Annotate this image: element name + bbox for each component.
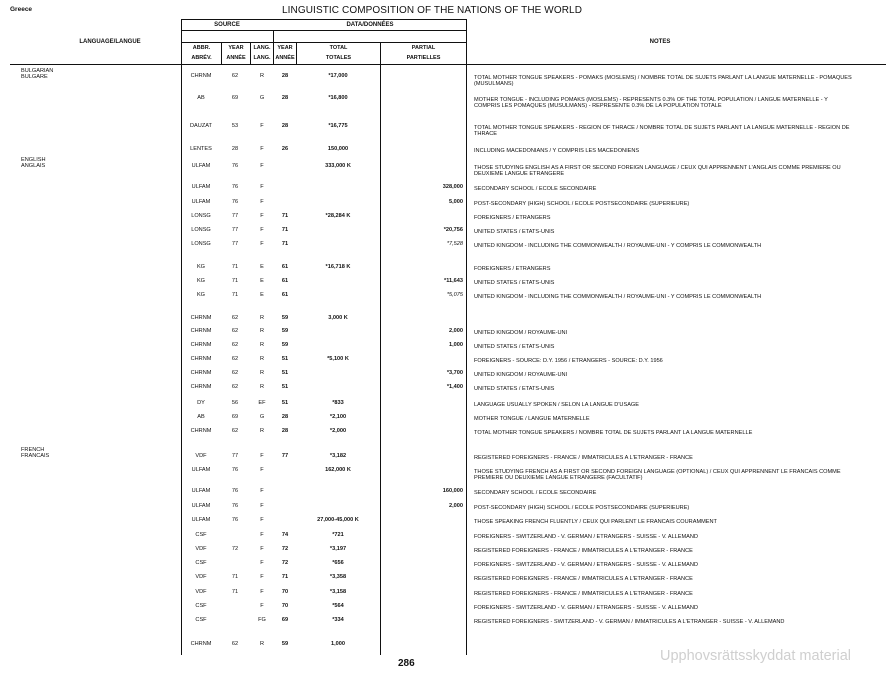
notes-text: UNITED KINGDOM / ROYAUME-UNI: [474, 372, 568, 378]
notes-text: REGISTERED FOREIGNERS - FRANCE / IMMATRICULES A L'ETRANGER - FRANCE: [474, 576, 693, 582]
notes-text: LANGUAGE USUALLY SPOKEN / SELON LA LANGUE D'USAGE: [474, 402, 640, 408]
source-language: F: [260, 488, 264, 494]
data-year: 61: [281, 292, 289, 298]
source-year: 77: [231, 213, 239, 219]
data-year: 74: [281, 532, 289, 538]
source-language: EF: [258, 400, 266, 406]
total-value: *3,158: [329, 589, 347, 595]
source-abbr: AB: [197, 414, 205, 420]
notes-text: SECONDARY SCHOOL / ECOLE SECONDAIRE: [474, 186, 597, 192]
data-year: 61: [281, 278, 289, 284]
source-year: 62: [231, 370, 239, 376]
total-value: 333,000 K: [325, 163, 351, 169]
source-abbr: VDF: [195, 546, 207, 552]
source-language: R: [259, 384, 265, 390]
source-language: R: [259, 328, 265, 334]
partial-value: 2,000: [449, 328, 463, 334]
source-abbr: ULFAM: [191, 163, 211, 169]
source-language: R: [259, 73, 265, 79]
data-year: 72: [281, 546, 289, 552]
source-abbr: DY: [197, 400, 205, 406]
source-year: 62: [231, 315, 239, 321]
source-year: 71: [231, 278, 239, 284]
notes-text: FOREIGNERS / ETRANGERS: [474, 215, 551, 221]
notes-text: UNITED STATES / ETATS-UNIS: [474, 386, 555, 392]
source-language: F: [260, 227, 264, 233]
notes-text: FOREIGNERS - SWITZERLAND - V. GERMAN / ETRANGERS - SUISSE - V. ALLEMAND: [474, 534, 698, 540]
notes-text: THOSE STUDYING FRENCH AS A FIRST OR SECOND FOREIGN LANGUAGE (OPTIONAL) / CEUX QUI APPRENNENT LE FRANCAIS COMME PREMIERE OU DEUXIEME LANGUE ETRANGERE (FACULTATIF): [474, 469, 841, 482]
partial-header: PARTIAL PARTIELLES: [406, 45, 441, 62]
data-year: 69: [281, 617, 289, 623]
source-year: 62: [231, 356, 239, 362]
partial-value: 1,000: [449, 342, 463, 348]
data-year: 51: [281, 400, 289, 406]
source-abbr: CHRNM: [190, 73, 212, 79]
total-value: 3,000 K: [328, 315, 348, 321]
notes-text: THOSE STUDYING ENGLISH AS A FIRST OR SECOND FOREIGN LANGUAGE / CEUX QUI APPRENNENT L'ANGLAIS COMME PREMIERE OU DEUXIEME LANGUE ETRANGERE: [474, 165, 841, 178]
total-value: *3,197: [329, 546, 347, 552]
source-language: R: [259, 356, 265, 362]
data-year: 51: [281, 384, 289, 390]
notes-text: UNITED STATES / ETATS-UNIS: [474, 229, 555, 235]
total-value: *656: [332, 560, 344, 566]
source-abbr: VDF: [195, 453, 207, 459]
source-language: F: [260, 589, 264, 595]
notes-text: REGISTERED FOREIGNERS - SWITZERLAND - V. GERMAN / IMMATRICULES A L'ETRANGER - SUISSE - V. ALLEMAND: [474, 619, 785, 625]
source-language: F: [260, 467, 264, 473]
source-abbr: CSF: [195, 560, 207, 566]
source-year: 28: [231, 146, 239, 152]
notes-text: TOTAL MOTHER TONGUE SPEAKERS - POMAKS (MOSLEMS) / NOMBRE TOTAL DE SUJETS PARLANT LA LANGUE MATERNELLE - POMAQUES (MUSULMANS): [474, 75, 852, 88]
notes-text: INCLUDING MACEDONIANS / Y COMPRIS LES MACEDONIENS: [474, 148, 640, 154]
partial-value: 160,000: [442, 488, 463, 494]
source-year: 77: [231, 227, 239, 233]
source-language: E: [260, 292, 264, 298]
source-abbr: CHRNM: [190, 641, 212, 647]
source-year: 62: [231, 328, 239, 334]
data-year: 72: [281, 560, 289, 566]
source-language: F: [260, 213, 264, 219]
partial-value: 5,000: [449, 199, 463, 205]
notes-text: UNITED KINGDOM - INCLUDING THE COMMONWEALTH / ROYAUME-UNI - Y COMPRIS LE COMMONWEALTH: [474, 243, 762, 249]
source-year: 77: [231, 453, 239, 459]
source-year: 69: [231, 414, 239, 420]
source-abbr: VDF: [195, 574, 207, 580]
source-year: 62: [231, 384, 239, 390]
source-abbr: LENTES: [190, 146, 212, 152]
partial-value: 2,000: [449, 503, 463, 509]
source-language: G: [259, 95, 265, 101]
source-year: 77: [231, 241, 239, 247]
source-year: 76: [231, 199, 239, 205]
data-year: 59: [281, 641, 289, 647]
source-abbr: DAUZAT: [190, 123, 212, 129]
notes-text: UNITED KINGDOM / ROYAUME-UNI: [474, 330, 568, 336]
source-column-header: SOURCE: [214, 22, 240, 28]
source-abbr: LONSG: [191, 213, 211, 219]
source-abbr: CSF: [195, 617, 207, 623]
data-year: 59: [281, 328, 289, 334]
source-language: F: [260, 453, 264, 459]
total-value: *721: [332, 532, 344, 538]
total-value: *16,718 K: [325, 264, 351, 270]
source-year: 71: [231, 574, 239, 580]
data-year: 28: [281, 123, 289, 129]
source-language: F: [260, 241, 264, 247]
total-value: 150,000: [327, 146, 349, 152]
data-column-header: DATA/DONNÉES: [346, 22, 394, 28]
source-abbr: ULFAM: [191, 488, 211, 494]
source-language: FG: [258, 617, 266, 623]
total-value: 27,000-45,000 K: [317, 517, 359, 523]
total-header: TOTAL TOTALES: [325, 45, 352, 62]
notes-text: FOREIGNERS - SWITZERLAND - V. GERMAN / ETRANGERS - SUISSE - V. ALLEMAND: [474, 605, 698, 611]
year-header: YEAR ANNÉE: [226, 45, 246, 62]
language-label-english: ENGLISH ANGLAIS: [21, 157, 46, 170]
source-year: 62: [231, 342, 239, 348]
source-year: 76: [231, 503, 239, 509]
notes-text: REGISTERED FOREIGNERS - FRANCE / IMMATRICULES A L'ETRANGER - FRANCE: [474, 591, 693, 597]
notes-text: MOTHER TONGUE / LANGUE MATERNELLE: [474, 416, 590, 422]
total-value: *16,800: [328, 95, 348, 101]
abbr-header: ABBR. ABRÉV.: [191, 45, 212, 62]
notes-text: TOTAL MOTHER TONGUE SPEAKERS - REGION OF THRACE / NOMBRE TOTAL DE SUJETS PARLANT LA LANGUE MATERNELLE - REGION DE THRACE: [474, 125, 850, 138]
source-abbr: CHRNM: [190, 384, 212, 390]
notes-text: POST-SECONDARY (HIGH) SCHOOL / ECOLE POSTSECONDAIRE (SUPERIEURE): [474, 505, 690, 511]
language-column-header: LANGUAGE/LANGUE: [79, 39, 141, 45]
data-year-header: YEAR ANNÉE: [275, 45, 295, 62]
data-year: 71: [281, 574, 289, 580]
source-abbr: CHRNM: [190, 356, 212, 362]
source-abbr: LONSG: [191, 241, 211, 247]
source-abbr: ULFAM: [191, 184, 211, 190]
data-year: 70: [281, 603, 289, 609]
source-abbr: CSF: [195, 532, 207, 538]
partial-value: *3,700: [446, 370, 463, 376]
source-year: 76: [231, 517, 239, 523]
data-year: 71: [281, 213, 289, 219]
partial-value: 328,000: [442, 184, 463, 190]
source-language: F: [260, 146, 264, 152]
source-year: 53: [231, 123, 239, 129]
partial-value: *7,528: [446, 241, 463, 247]
source-abbr: CHRNM: [190, 342, 212, 348]
source-language: R: [259, 315, 265, 321]
source-language: R: [259, 428, 265, 434]
total-value: 1,000: [331, 641, 345, 647]
source-language: R: [259, 641, 265, 647]
data-year: 51: [281, 370, 289, 376]
source-abbr: CHRNM: [190, 370, 212, 376]
source-language: R: [259, 370, 265, 376]
source-abbr: ULFAM: [191, 467, 211, 473]
data-year: 61: [281, 264, 289, 270]
total-value: *3,358: [329, 574, 347, 580]
source-language: G: [259, 414, 265, 420]
partial-value: *20,756: [443, 227, 463, 233]
total-value: *833: [332, 400, 344, 406]
source-abbr: KG: [196, 278, 206, 284]
data-year: 28: [281, 414, 289, 420]
data-year: 59: [281, 315, 289, 321]
lang-header: LANG. LANG.: [253, 45, 271, 62]
notes-column-header: NOTES: [649, 39, 671, 45]
total-value: 162,000 K: [325, 467, 351, 473]
total-value: *2,000: [329, 428, 347, 434]
source-language: F: [260, 546, 264, 552]
data-year: 26: [281, 146, 289, 152]
source-language: F: [260, 163, 264, 169]
total-value: *16,775: [328, 123, 348, 129]
source-year: 76: [231, 488, 239, 494]
source-language: F: [260, 503, 264, 509]
source-language: R: [259, 342, 265, 348]
total-value: *28,284 K: [325, 213, 351, 219]
partial-value: *5,075: [446, 292, 463, 298]
notes-text: UNITED STATES / ETATS-UNIS: [474, 280, 555, 286]
notes-text: THOSE SPEAKING FRENCH FLUENTLY / CEUX QUI PARLENT LE FRANCAIS COURAMMENT: [474, 519, 717, 525]
partial-value: *11,643: [444, 278, 463, 284]
source-abbr: ULFAM: [191, 199, 211, 205]
source-year: 72: [231, 546, 239, 552]
total-value: *17,000: [328, 73, 348, 79]
total-value: *564: [332, 603, 344, 609]
language-label-french: FRENCH FRANCAIS: [21, 447, 50, 460]
source-abbr: KG: [196, 292, 206, 298]
source-year: 71: [231, 264, 239, 270]
source-language: F: [260, 603, 264, 609]
source-year: 69: [231, 95, 239, 101]
partial-value: *1,400: [446, 384, 463, 390]
source-year: 76: [231, 184, 239, 190]
data-year: 59: [281, 342, 289, 348]
source-abbr: CHRNM: [190, 328, 212, 334]
source-language: F: [260, 574, 264, 580]
data-year: 28: [281, 95, 289, 101]
source-abbr: ULFAM: [191, 503, 211, 509]
notes-text: FOREIGNERS - SOURCE: D.Y. 1956 / ETRANGERS - SOURCE: D.Y. 1956: [474, 358, 663, 364]
source-language: F: [260, 123, 264, 129]
source-abbr: VDF: [195, 589, 207, 595]
source-language: E: [260, 278, 264, 284]
source-year: 56: [231, 400, 239, 406]
notes-text: FOREIGNERS / ETRANGERS: [474, 266, 551, 272]
notes-text: UNITED STATES / ETATS-UNIS: [474, 344, 555, 350]
data-year: 28: [281, 73, 289, 79]
source-abbr: AB: [197, 95, 205, 101]
notes-text: SECONDARY SCHOOL / ECOLE SECONDAIRE: [474, 490, 597, 496]
notes-text: MOTHER TONGUE - INCLUDING POMAKS (MOSLEMS) - REPRESENTS 0.3% OF THE TOTAL POPULATION / LANGUE MATERNELLE - Y COMPRIS LES POMAQUES (MUSULMANS) - REPRESENTE 0.3% DE LA POPULATION TOTALE: [474, 97, 828, 110]
notes-text: FOREIGNERS - SWITZERLAND - V. GERMAN / ETRANGERS - SUISSE - V. ALLEMAND: [474, 562, 698, 568]
page-number: 286: [398, 658, 415, 669]
notes-text: REGISTERED FOREIGNERS - FRANCE / IMMATRICULES A L'ETRANGER - FRANCE: [474, 455, 693, 461]
source-abbr: CSF: [195, 603, 207, 609]
total-value: *3,182: [329, 453, 347, 459]
notes-text: REGISTERED FOREIGNERS - FRANCE / IMMATRICULES A L'ETRANGER - FRANCE: [474, 548, 693, 554]
data-year: 28: [281, 428, 289, 434]
notes-text: UNITED KINGDOM - INCLUDING THE COMMONWEALTH / ROYAUME-UNI - Y COMPRIS LE COMMONWEALTH: [474, 294, 762, 300]
data-year: 51: [281, 356, 289, 362]
total-value: *334: [332, 617, 344, 623]
source-abbr: CHRNM: [190, 428, 212, 434]
source-year: 76: [231, 467, 239, 473]
data-year: 71: [281, 241, 289, 247]
source-language: F: [260, 532, 264, 538]
data-year: 70: [281, 589, 289, 595]
source-year: 71: [231, 292, 239, 298]
country-label: Greece: [10, 6, 33, 13]
watermark: Upphovsrättsskyddat material: [660, 648, 851, 664]
source-year: 62: [231, 73, 239, 79]
source-year: 76: [231, 163, 239, 169]
source-language: F: [260, 560, 264, 566]
source-year: 62: [231, 641, 239, 647]
source-abbr: CHRNM: [190, 315, 212, 321]
source-abbr: LONSG: [191, 227, 211, 233]
data-year: 71: [281, 227, 289, 233]
document-title: LINGUISTIC COMPOSITION OF THE NATIONS OF THE WORLD: [282, 5, 583, 16]
notes-text: TOTAL MOTHER TONGUE SPEAKERS / NOMBRE TOTAL DE SUJETS PARLANT LA LANGUE MATERNELLE: [474, 430, 753, 436]
source-year: 62: [231, 428, 239, 434]
source-abbr: ULFAM: [191, 517, 211, 523]
source-year: 71: [231, 589, 239, 595]
source-language: F: [260, 199, 264, 205]
language-label-bulgarian: BULGARIAN BULGARE: [21, 68, 54, 81]
total-value: *5,100 K: [327, 356, 349, 362]
source-language: E: [260, 264, 264, 270]
source-language: F: [260, 517, 264, 523]
source-language: F: [260, 184, 264, 190]
source-abbr: KG: [196, 264, 206, 270]
data-year: 77: [281, 453, 289, 459]
total-value: *2,100: [329, 414, 347, 420]
notes-text: POST-SECONDARY (HIGH) SCHOOL / ECOLE POSTSECONDAIRE (SUPERIEURE): [474, 201, 690, 207]
